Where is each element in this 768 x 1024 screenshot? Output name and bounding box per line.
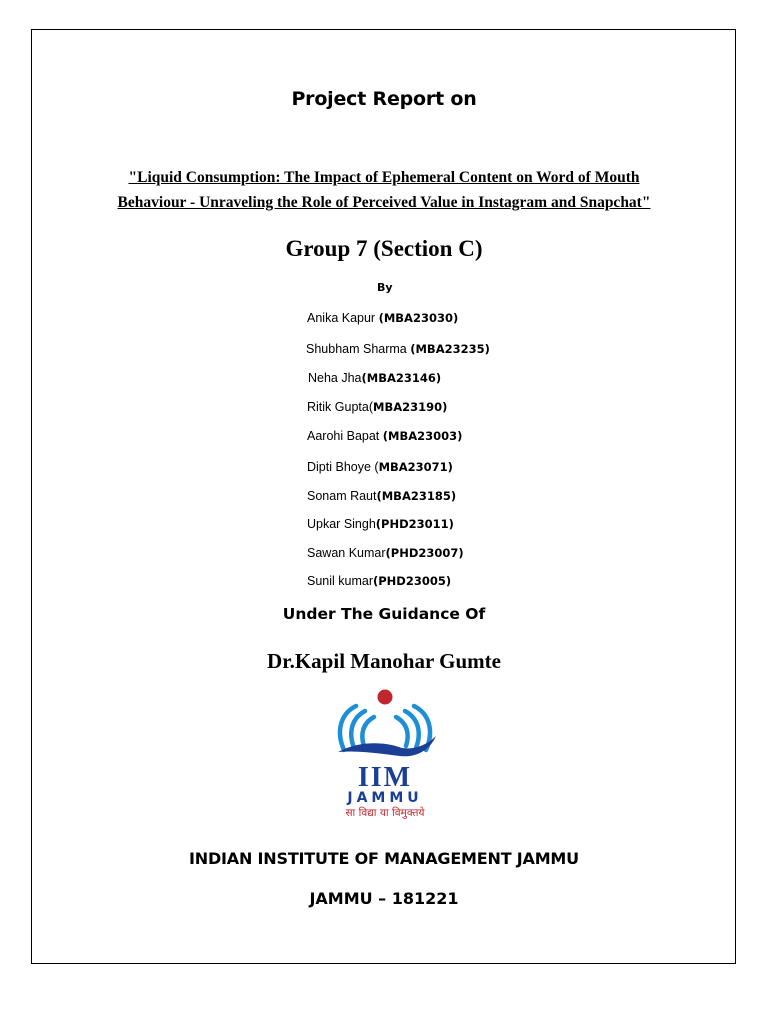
- member-roll: (PHD23005): [373, 574, 452, 588]
- member-name: Sunil kumar: [307, 574, 373, 588]
- member-roll: (MBA23185): [376, 489, 457, 503]
- report-title-line-1: "Liquid Consumption: The Impact of Ephemeral Content on Word of Mouth: [128, 169, 640, 186]
- member-name: Sonam Raut: [307, 489, 377, 503]
- member-name: Upkar Singh: [307, 517, 376, 531]
- member-name: Neha Jha: [308, 371, 362, 385]
- member-item: [307, 311, 458, 325]
- member-item: [307, 546, 464, 560]
- member-item: [307, 574, 451, 588]
- institute-name: INDIAN INSTITUTE OF MANAGEMENT JAMMU: [189, 849, 579, 868]
- member-item: [307, 429, 462, 443]
- member-roll: (MBA23235): [410, 342, 490, 356]
- iim-jammu-logo-icon: [330, 688, 440, 820]
- member-item: [306, 342, 490, 356]
- guidance-label: Under The Guidance Of: [282, 605, 486, 623]
- report-heading: Project Report on: [291, 88, 477, 110]
- member-name: Anika Kapur: [307, 311, 379, 325]
- logo-text-main: IIM: [357, 762, 413, 793]
- member-item: [307, 517, 454, 531]
- report-title-line-2: Behaviour - Unraveling the Role of Perceived Value in Instagram and Snapchat": [117, 194, 651, 211]
- group-label: Group 7 (Section C): [285, 236, 483, 261]
- member-item: [307, 489, 456, 503]
- member-roll: (MBA23146): [361, 371, 442, 385]
- by-label: By: [377, 281, 393, 294]
- member-roll: (MBA23030): [378, 311, 459, 325]
- member-name: Dipti Bhoye (: [307, 460, 379, 474]
- logo-arcs: [340, 706, 430, 750]
- member-roll: (MBA23003): [382, 429, 463, 443]
- member-item: [307, 460, 453, 474]
- member-name: Ritik Gupta(: [307, 400, 373, 414]
- member-item: [307, 400, 447, 414]
- member-item: [308, 371, 441, 385]
- guide-name: Dr.Kapil Manohar Gumte: [267, 649, 501, 673]
- institute-city: JAMMU – 181221: [309, 889, 459, 908]
- member-roll: MBA23190): [373, 400, 448, 414]
- member-roll: (PHD23007): [385, 546, 464, 560]
- member-roll: (PHD23011): [375, 517, 454, 531]
- logo-text-city: JAMMU: [347, 790, 423, 806]
- logo-red-dot: [378, 690, 393, 705]
- member-roll: MBA23071): [378, 460, 453, 474]
- logo-motto: सा विद्या या विमुक्तये: [345, 807, 425, 819]
- member-name: Sawan Kumar: [307, 546, 386, 560]
- member-name: Aarohi Bapat: [307, 429, 383, 443]
- member-name: Shubham Sharma: [306, 342, 411, 356]
